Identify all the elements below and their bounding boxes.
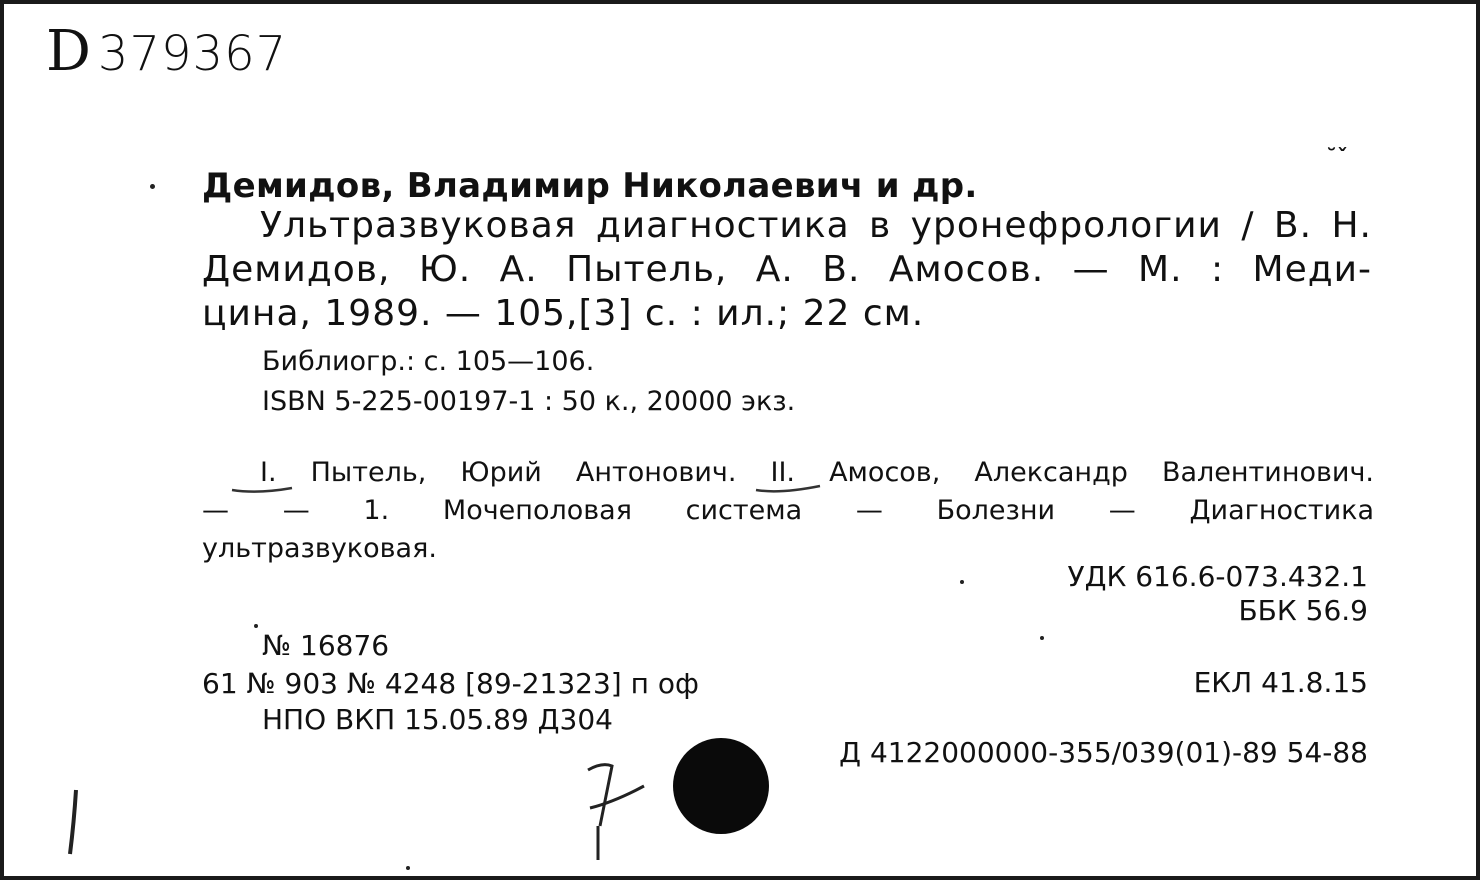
author-heading: Демидов, Владимир Николаевич и др.	[202, 166, 978, 206]
black-dot-mark	[673, 738, 769, 834]
title-line: Ультразвуковая диагностика в уронефрологии / В. Н.	[260, 205, 1372, 246]
call-number-letter: D	[46, 19, 92, 84]
tracing-line: — — 1. Мочеполовая система — Болезни — Диагностика	[202, 495, 1374, 526]
bbk-code: ББК 56.9	[1238, 594, 1368, 627]
speck	[150, 184, 155, 189]
udk-code: УДК 616.6-073.432.1	[1067, 560, 1368, 593]
speck	[1040, 636, 1044, 640]
title-line: цина, 1989. — 105,[3] с. : ил.; 22 см.	[202, 293, 925, 334]
title-description	[202, 204, 1372, 336]
order-line: 61 № 903 № 4248 [89-21323] п оф	[202, 667, 699, 700]
title-line: Демидов, Ю. А. Пытель, А. В. Амосов. — М. : Меди-	[202, 249, 1372, 290]
ekl-code: ЕКЛ 41.8.15	[1193, 666, 1368, 699]
speck	[960, 580, 964, 584]
call-number-digits: 379367	[97, 26, 288, 82]
corner-mark: ˘ˇ	[1326, 146, 1348, 171]
npo-line: НПО ВКП 15.05.89 Д304	[262, 703, 613, 736]
pencil-underline-marks	[228, 482, 828, 496]
tracings	[202, 454, 1374, 568]
speck	[406, 866, 410, 870]
tracing-line: ультразвуковая.	[202, 533, 437, 564]
bibliography-note: Библиогр.: с. 105—106.	[262, 346, 595, 377]
pencil-one-mark	[64, 786, 84, 858]
record-number: № 16876	[262, 629, 390, 662]
pencil-seven-mark	[584, 756, 654, 866]
publisher-code: Д 4122000000-355/039(01)-89 54-88	[839, 736, 1368, 769]
call-number	[46, 19, 288, 84]
speck	[254, 624, 258, 628]
isbn-note: ISBN 5-225-00197-1 : 50 к., 20000 экз.	[262, 386, 796, 417]
tracing-line: I. Пытель, Юрий Антонович. II. Амосов, Александр Валентинович.	[260, 457, 1374, 488]
